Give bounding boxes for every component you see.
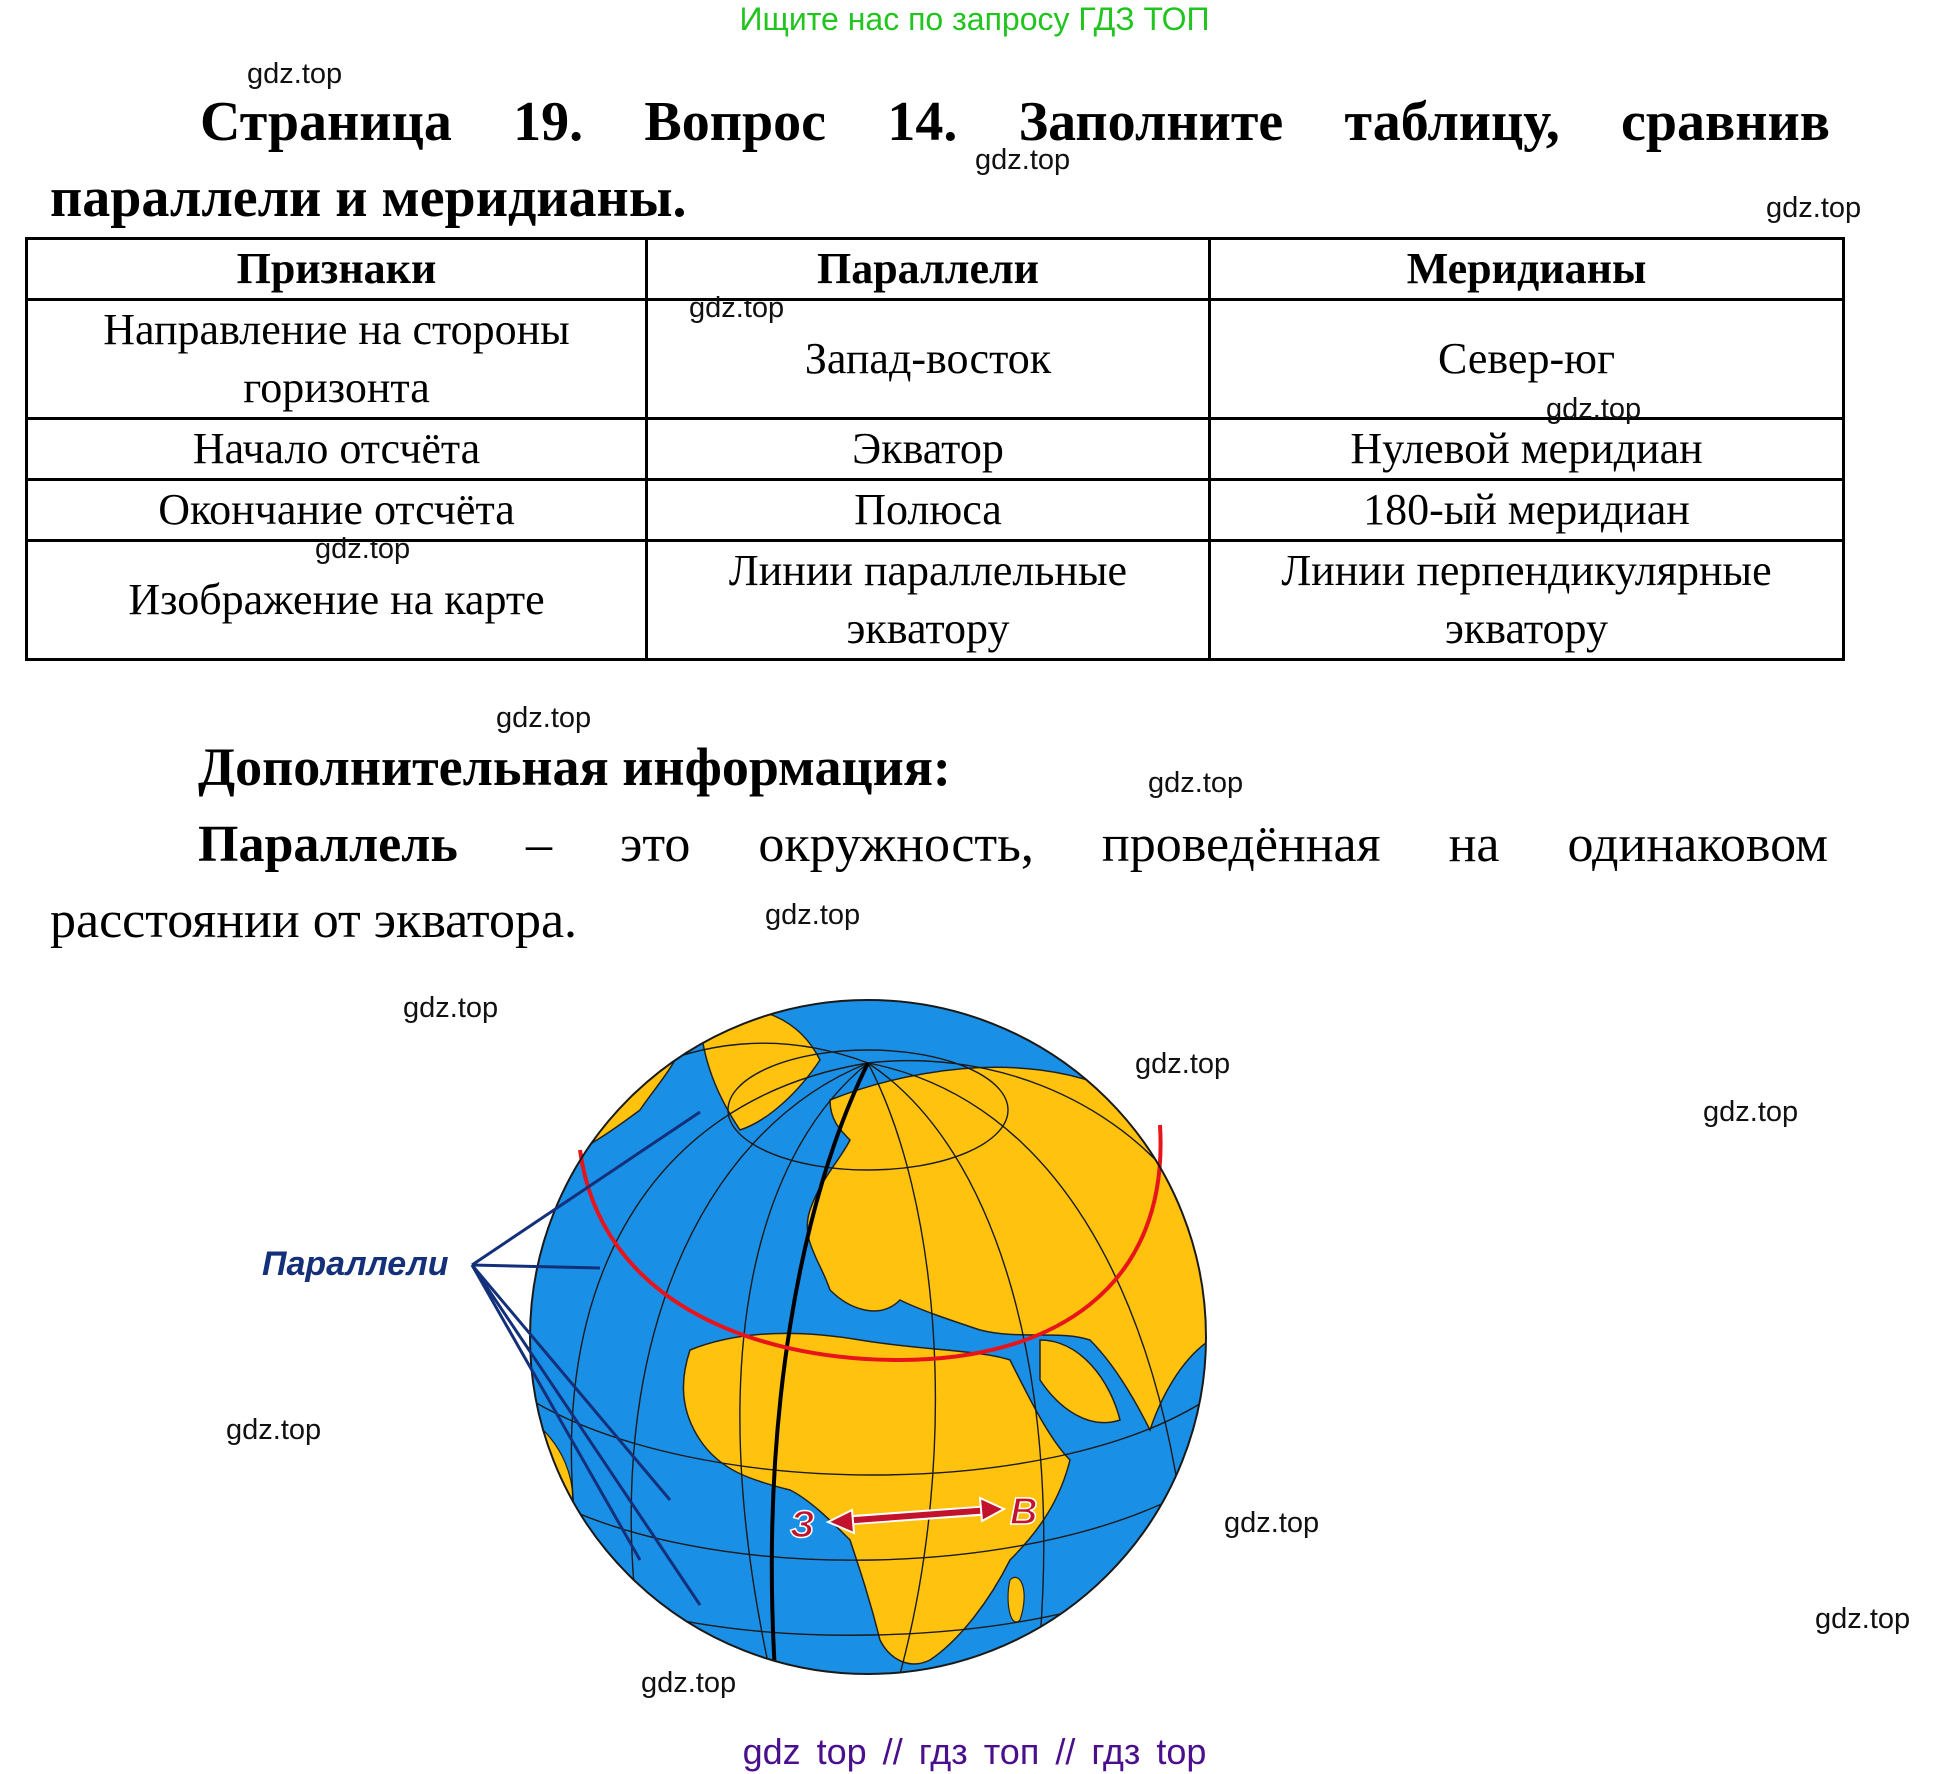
watermark: gdz.top (496, 702, 592, 734)
table-cell: Линии параллельные экватору (647, 541, 1210, 660)
definition-word: на (1448, 816, 1500, 873)
west-letter: З (790, 1504, 815, 1546)
extra-info-heading: Дополнительная информация: (198, 737, 951, 797)
definition-word: проведённая (1101, 816, 1381, 873)
watermark: gdz.top (403, 992, 499, 1024)
title-word: Страница (200, 91, 452, 153)
definition-word: одинаковом (1567, 816, 1828, 873)
header-parallels: Параллели (647, 239, 1210, 300)
title-word: сравнив (1620, 91, 1830, 153)
watermark: gdz.top (1766, 192, 1862, 224)
parallels-label: Параллели (262, 1245, 449, 1283)
watermark: gdz.top (247, 58, 343, 90)
watermark: gdz.top (226, 1414, 322, 1446)
header-meridians: Меридианы (1210, 239, 1844, 300)
definition-word: это (620, 816, 691, 873)
watermark: gdz.top (1703, 1096, 1799, 1128)
table-cell: Направление на стороны горизонта (27, 300, 647, 419)
table-cell: Экватор (647, 419, 1210, 480)
title-line-2: параллели и меридианы. (50, 167, 687, 229)
watermark: gdz.top (765, 899, 861, 931)
table-cell: Полюса (647, 480, 1210, 541)
header-features: Признаки (27, 239, 647, 300)
title-word: Вопрос (644, 91, 827, 153)
table-cell: Начало отсчёта (27, 419, 647, 480)
table-cell: Изображение на карте (27, 541, 647, 660)
title-word: Заполните (1018, 91, 1284, 153)
table-cell: Линии перпендикулярные экватору (1210, 541, 1844, 660)
watermark: gdz.top (315, 533, 411, 565)
definition-word: – (525, 816, 552, 873)
definition-term: Параллель (198, 816, 458, 873)
watermark: gdz.top (1815, 1603, 1911, 1635)
east-letter: В (1010, 1491, 1038, 1533)
title-word: 19. (513, 91, 584, 153)
watermark: gdz.top (641, 1667, 737, 1699)
title-word: таблицу, (1344, 91, 1560, 153)
definition-line-2: расстоянии от экватора. (50, 892, 578, 949)
table-cell: Окончание отсчёта (27, 480, 647, 541)
watermark: gdz.top (1148, 767, 1244, 799)
title-word: 14. (887, 91, 958, 153)
footer-links: gdz top // гдз топ // гдз top (742, 1731, 1207, 1772)
watermark: gdz.top (689, 292, 785, 324)
table-cell: 180-ый меридиан (1210, 480, 1844, 541)
table-cell: Запад-восток (647, 300, 1210, 419)
watermark: gdz.top (1546, 393, 1642, 425)
table-cell: Север-юг (1210, 300, 1844, 419)
search-banner: Ищите нас по запросу ГДЗ ТОП (739, 1, 1210, 37)
definition-word: окружность, (758, 816, 1034, 873)
watermark: gdz.top (1224, 1507, 1320, 1539)
watermark: gdz.top (975, 144, 1071, 176)
watermark: gdz.top (1135, 1048, 1231, 1080)
table-cell: Нулевой меридиан (1210, 419, 1844, 480)
